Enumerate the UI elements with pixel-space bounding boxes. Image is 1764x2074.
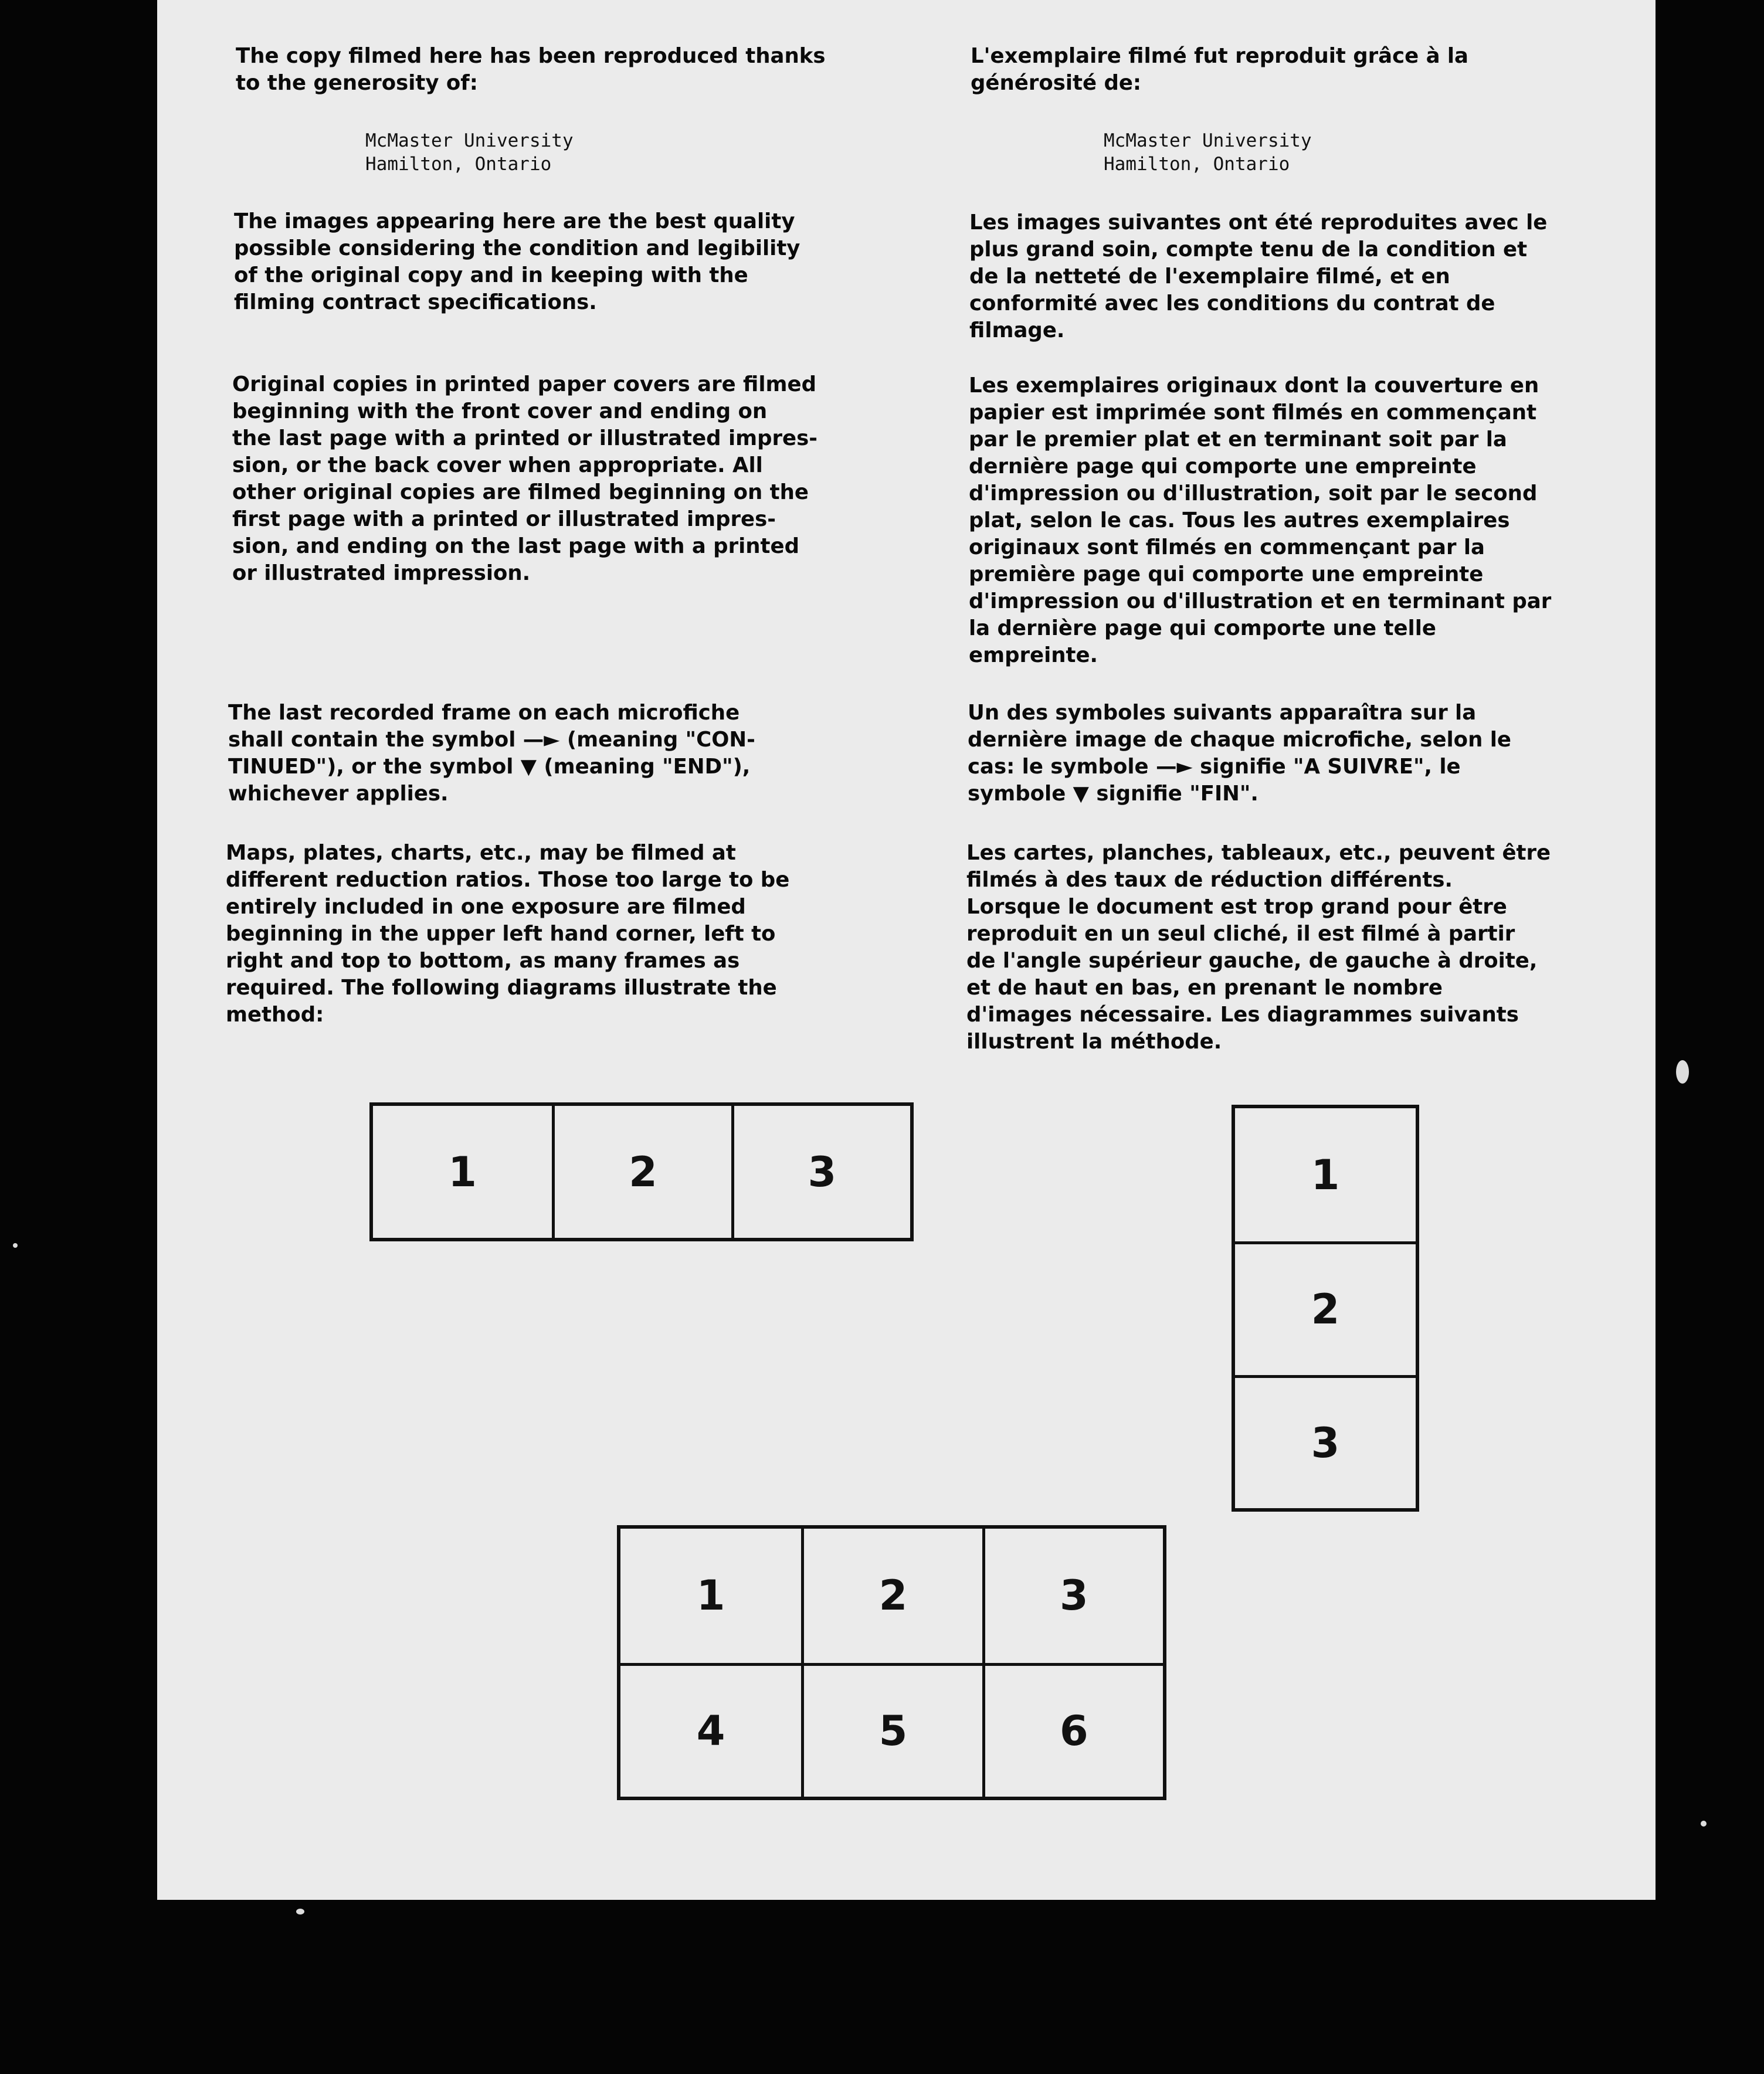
diagram-horizontal-frames	[369, 1102, 914, 1241]
english-maps-text: Maps, plates, charts, etc., may be filmed at different reduction ratios. Those too large to be entirely included in one exposure are filmed beginning in the upper left hand corner, left to right and top to bottom, as many frames as required. The following diagrams illustrate the method:	[226, 841, 790, 1027]
diagram-frame-cell: 3	[1235, 1375, 1416, 1508]
diagram-frame-cell: 1	[1311, 1150, 1340, 1199]
scan-speck	[296, 1909, 304, 1915]
english-thanks-text: The copy filmed here has been reproduced thanks to the generosity of:	[236, 44, 826, 95]
english-institution-text: McMaster University Hamilton, Ontario	[365, 130, 574, 175]
scan-speck	[1701, 1821, 1707, 1827]
french-maps-text: Les cartes, planches, tableaux, etc., peuvent être filmés à des taux de réduction différents. Lorsque le document est trop grand pour être reproduit en un seul cliché, il est filmé à partir de l'angle supérieur gauche, de gauche à droite, et de haut en bas, en prenant le nombre d'images nécessaire. Les diagrammes suivants illustrent la méthode.	[966, 841, 1551, 1054]
diagram-frame-cell: 2	[552, 1106, 731, 1238]
french-institution-text: McMaster University Hamilton, Ontario	[1104, 130, 1312, 175]
diagram-frame-cell: 2	[1235, 1241, 1416, 1374]
diagram-grid-frames	[617, 1525, 1166, 1800]
scan-speck	[1676, 1060, 1689, 1084]
diagram-frame-cell: 2	[801, 1529, 982, 1663]
diagram-frame-cell: 4	[620, 1663, 801, 1797]
diagram-frame-cell: 6	[982, 1663, 1163, 1797]
diagram-frame-cell: 1	[696, 1571, 725, 1620]
diagram-frame-cell: 5	[801, 1663, 982, 1797]
diagram-vertical-frames	[1232, 1105, 1419, 1512]
diagram-frame-cell: 3	[731, 1106, 910, 1238]
french-symbols-text: Un des symboles suivants apparaîtra sur la dernière image de chaque microfiche, selon le cas: le symbole —► signifie "A SUIVRE", le symbole ▼ signifie "FIN".	[968, 701, 1511, 806]
diagram-frame-cell: 1	[448, 1148, 477, 1196]
french-thanks-text: L'exemplaire filmé fut reproduit grâce à la générosité de:	[971, 44, 1469, 95]
english-quality-text: The images appearing here are the best quality possible considering the condition and legibility of the original copy and in keeping with the filming contract specifications.	[234, 209, 800, 314]
french-quality-text: Les images suivantes ont été reproduites avec le plus grand soin, compte tenu de la condition et de la netteté de l'exemplaire filmé, et en conformité avec les conditions du contrat de filmage.	[969, 211, 1548, 342]
scan-speck	[13, 1243, 18, 1248]
english-symbols-text: The last recorded frame on each microfiche shall contain the symbol —► (meaning "CON- TINUED"), or the symbol ▼ (meaning "END"), whichever applies.	[228, 701, 755, 806]
diagram-frame-cell: 3	[982, 1529, 1163, 1663]
french-covers-text: Les exemplaires originaux dont la couverture en papier est imprimée sont filmés en commençant par le premier plat et en terminant soit par la dernière page qui comporte une empreinte d'impression ou d'illustration, soit par le second plat, selon le cas. Tous les autres exemplaires originaux sont filmés en commençant par la première page qui comporte une empreinte d'impression ou d'illustration et en terminant par la dernière page qui comporte une telle empreinte.	[969, 374, 1552, 667]
english-covers-text: Original copies in printed paper covers are filmed beginning with the front cover and ending on the last page with a printed or illustrated impres- sion, or the back cover when appropriate. All other original copies are filmed beginning on the first page with a printed or illustrated impres- sion, and ending on the last page with a printed or illustrated impression.	[232, 372, 817, 585]
filmed-page	[157, 0, 1656, 1900]
